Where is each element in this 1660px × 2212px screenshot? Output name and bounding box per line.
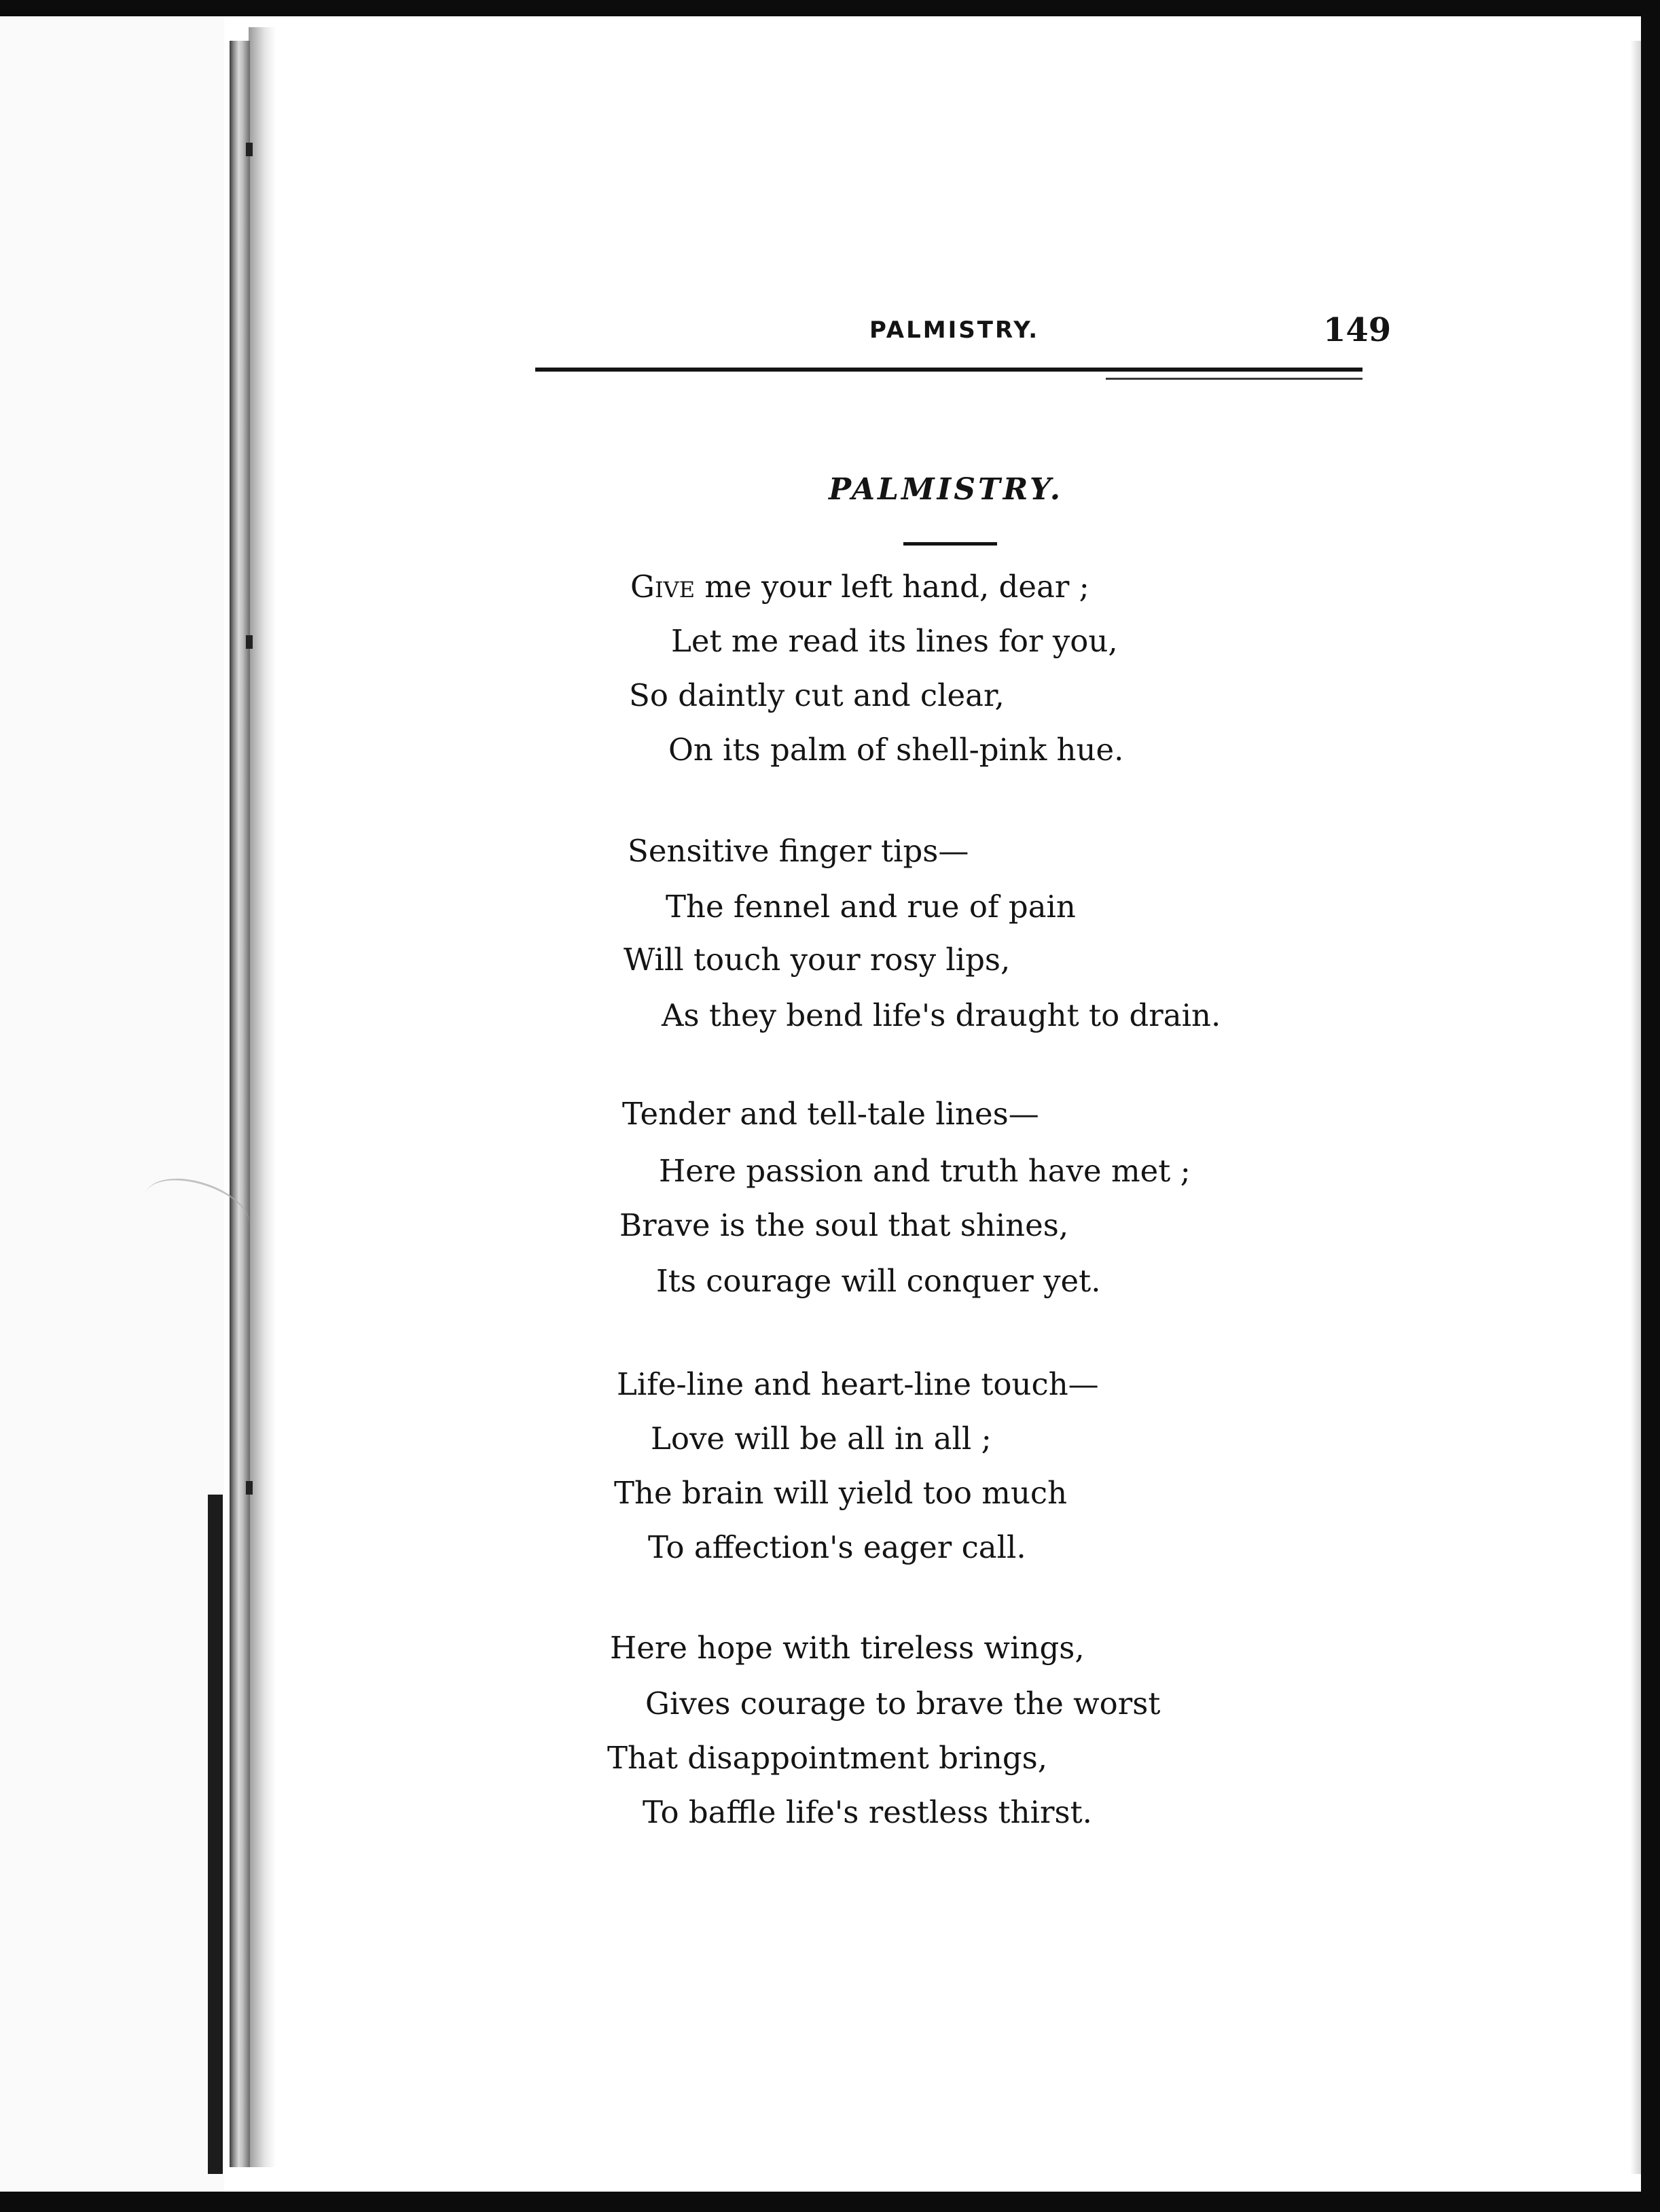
binding-stitch-mark	[246, 143, 253, 156]
header-rule-secondary	[1106, 378, 1363, 380]
scan-border-top	[0, 0, 1660, 16]
poem-line: Will touch your rosy lips,	[624, 942, 1011, 978]
header-rule	[535, 368, 1363, 372]
poem-line: Its courage will conquer yet.	[656, 1263, 1101, 1299]
poem-line-text: me your left hand, dear ;	[695, 569, 1089, 605]
poem-line: As they bend life's draught to drain.	[662, 997, 1221, 1033]
binding-shadow	[249, 27, 276, 2167]
book-binding	[230, 41, 250, 2167]
scan-border-bottom	[0, 2192, 1660, 2212]
poem-line: Tender and tell-tale lines—	[622, 1096, 1039, 1132]
poem-line: Love will be all in all ;	[651, 1421, 992, 1457]
poem-line: Here passion and truth have met ;	[659, 1153, 1191, 1189]
scan-border-right	[1641, 0, 1660, 2212]
poem-line: Sensitive finger tips—	[628, 833, 969, 869]
poem-line: On its palm of shell-pink hue.	[668, 732, 1124, 768]
poem-line: The brain will yield too much	[614, 1475, 1068, 1511]
title-rule	[903, 542, 997, 546]
poem-line: Let me read its lines for you,	[671, 623, 1118, 659]
poem-line: Gives courage to brave the worst	[645, 1685, 1161, 1722]
page-number: 149	[1323, 311, 1392, 349]
binding-stitch-mark	[246, 635, 253, 649]
poem-line: The fennel and rue of pain	[666, 889, 1076, 925]
poem-line: Here hope with tireless wings,	[610, 1630, 1085, 1666]
poem-line: To baffle life's restless thirst.	[643, 1794, 1092, 1830]
poem-line: Life-line and heart-line touch—	[617, 1366, 1099, 1402]
facing-page-edge	[0, 0, 224, 2212]
poem-title: PALMISTRY.	[829, 472, 1064, 507]
binding-stitch-mark	[246, 1481, 253, 1495]
binding-dark-strip	[208, 1495, 223, 2174]
poem-line	[630, 568, 1089, 606]
poem-line: To affection's eager call.	[648, 1529, 1026, 1565]
poem-line: Brave is the soul that shines,	[619, 1207, 1069, 1243]
poem-line: So daintly cut and clear,	[629, 677, 1005, 713]
poem-line: That disappointment brings,	[607, 1740, 1048, 1776]
drop-word: Give	[630, 569, 696, 605]
page-right-edge	[1630, 41, 1641, 2174]
running-head: PALMISTRY.	[869, 317, 1040, 344]
